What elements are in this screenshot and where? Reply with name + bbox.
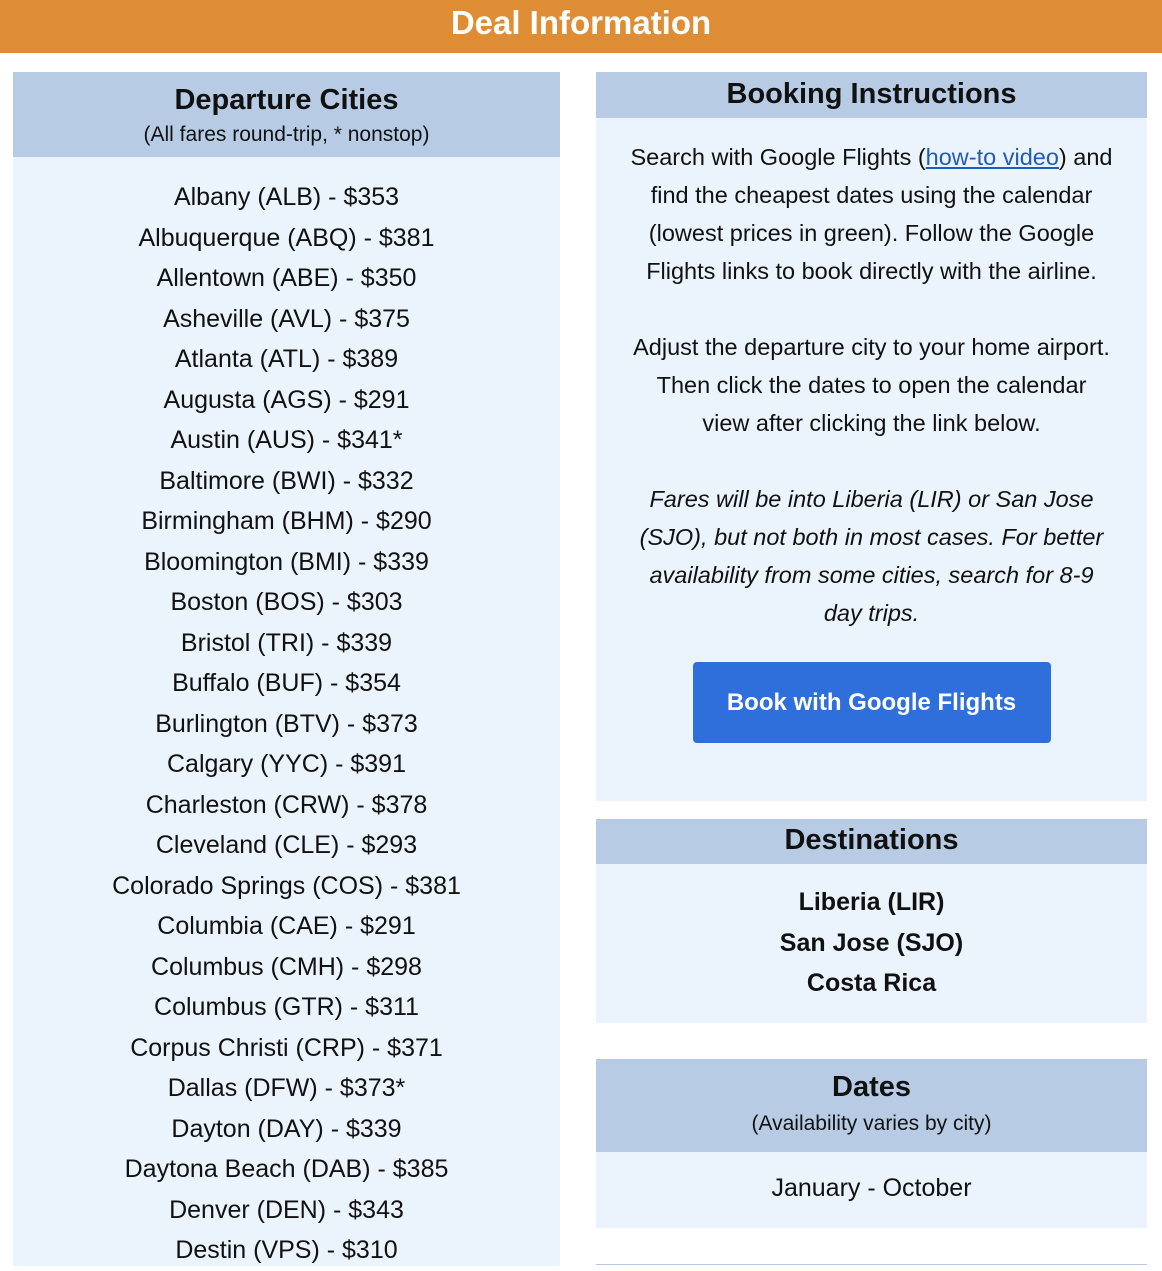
text: ) and find the cheapest dates using the calendar (lowest prices in green). Follow the Google Flights links to book directly with the airline. — [646, 144, 1113, 284]
instructions-paragraph-3: Fares will be into Liberia (LIR) or San Jose (SJO), but not both in most cases. For better availability from some cities, search for 8-9 day trips. — [639, 486, 1104, 626]
city-item: Bristol (TRI) - $339 — [180, 628, 393, 657]
dates-value: January - October — [771, 1174, 972, 1202]
destination-item: Liberia (LIR) — [798, 888, 945, 916]
dates-subtitle: (Availability varies by city) — [751, 1112, 992, 1135]
city-item: Columbus (GTR) - $311 — [154, 993, 419, 1021]
city-item: Charleston (CRW) - $378 — [145, 790, 428, 819]
city-item: Colorado Springs (COS) - $381 — [112, 871, 461, 900]
city-item: Denver (DEN) - $343 — [169, 1195, 404, 1224]
city-item: Daytona Beach (DAB) - $385 — [124, 1155, 449, 1183]
city-item: Allentown (ABE) - $350 — [156, 264, 417, 292]
destination-item: Costa Rica — [806, 969, 937, 997]
city-item: Bloomington (BMI) - $339 — [144, 547, 429, 576]
booking-instructions-panel — [596, 72, 1147, 801]
destination-item: San Jose (SJO) — [779, 928, 964, 957]
city-item: Augusta (AGS) - $291 — [163, 385, 410, 414]
departure-cities-title: Departure Cities — [174, 84, 399, 116]
city-item: Cleveland (CLE) - $293 — [155, 831, 418, 859]
city-item: Atlanta (ATL) - $389 — [174, 345, 399, 373]
city-item: Calgary (YYC) - $391 — [167, 750, 406, 778]
dates-panel — [596, 1059, 1147, 1228]
booking-instructions-title: Booking Instructions — [726, 78, 1017, 110]
dates-header — [596, 1059, 1147, 1152]
city-item: Burlington (BTV) - $373 — [155, 709, 418, 738]
city-item: Dallas (DFW) - $373* — [167, 1074, 406, 1102]
destinations-header — [596, 819, 1147, 864]
departure-cities-panel — [13, 72, 560, 1266]
city-item: Birmingham (BHM) - $290 — [141, 507, 432, 535]
city-item: Columbia (CAE) - $291 — [157, 912, 416, 940]
how-to-video-link[interactable]: how-to video — [925, 144, 1059, 170]
deal-information-header: Deal Information — [0, 0, 1162, 53]
instructions-paragraph-1 — [630, 138, 1113, 290]
city-item: Columbus (CMH) - $298 — [151, 952, 422, 981]
city-list — [13, 157, 560, 1271]
city-item: Buffalo (BUF) - $354 — [172, 669, 401, 697]
city-item: Asheville (AVL) - $375 — [163, 304, 410, 333]
instructions-paragraph-2: Adjust the departure city to your home airport. Then click the dates to open the calendar view after clicking the link below. — [633, 334, 1110, 436]
destinations-panel — [596, 819, 1147, 1023]
divider — [596, 1264, 1147, 1265]
destinations-title: Destinations — [784, 824, 959, 856]
city-item: Austin (AUS) - $341* — [170, 426, 403, 454]
city-item: Dayton (DAY) - $339 — [171, 1114, 402, 1143]
city-item: Baltimore (BWI) - $332 — [159, 466, 414, 495]
city-item: Albany (ALB) - $353 — [173, 183, 400, 211]
city-item: Corpus Christi (CRP) - $371 — [130, 1033, 443, 1062]
text: Search with Google Flights ( — [630, 144, 926, 170]
departure-cities-subtitle: (All fares round-trip, * nonstop) — [143, 123, 430, 146]
book-with-google-flights-button[interactable]: Book with Google Flights — [693, 662, 1051, 743]
departure-cities-header — [13, 72, 560, 157]
city-item: Albuquerque (ABQ) - $381 — [138, 223, 435, 252]
dates-title: Dates — [832, 1071, 911, 1103]
booking-instructions-header — [596, 72, 1147, 118]
city-item: Destin (VPS) - $310 — [175, 1236, 398, 1264]
city-item: Boston (BOS) - $303 — [170, 588, 403, 616]
